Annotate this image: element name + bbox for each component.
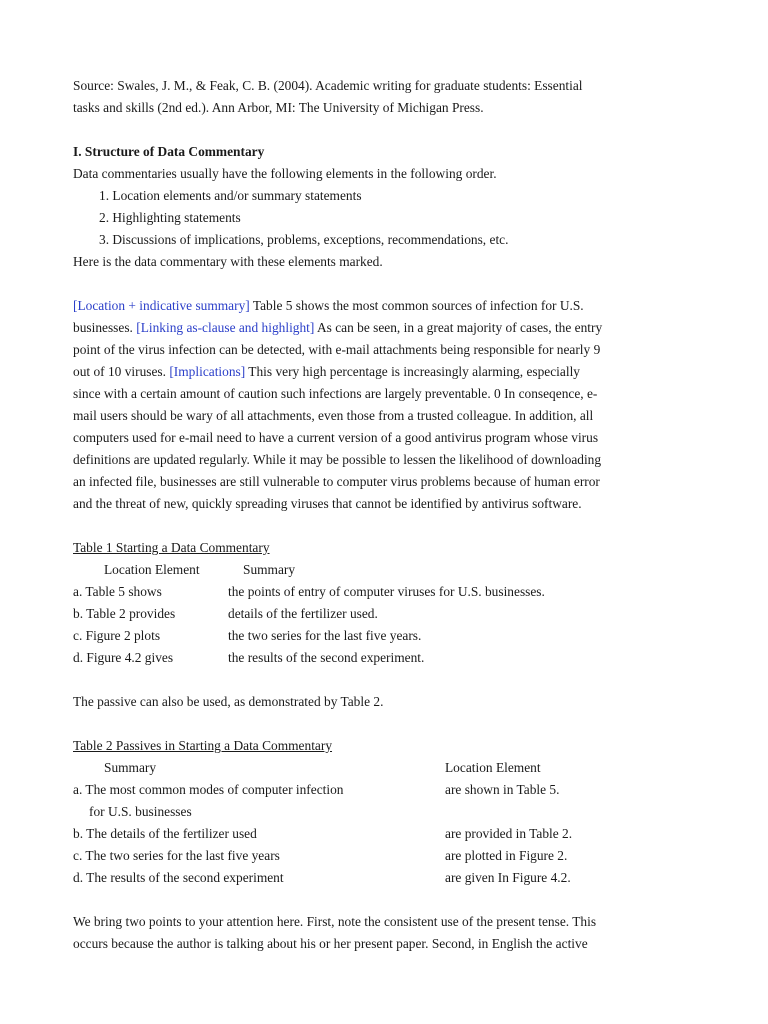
commentary-line: out of 10 viruses. [Implications] This very high percentage is increasingly alarming, especially (73, 364, 580, 379)
table2-header-location: Location Element (445, 760, 541, 775)
table1-title: Table 1 Starting a Data Commentary (73, 540, 270, 555)
table2-header (73, 757, 703, 779)
closing-line: We bring two points to your attention here. First, note the consistent use of the present tense. This (73, 914, 597, 929)
location-tag: [Location + indicative summary] (73, 298, 250, 313)
source-line-1: Source: Swales, J. M., & Feak, C. B. (2004). Academic writing for graduate students: Essential (73, 78, 583, 93)
list-item: 2. Highlighting statements (99, 210, 241, 225)
table-row: c. The two series for the last five years are plotted in Figure 2. (73, 848, 568, 863)
table2-title: Table 2 Passives in Starting a Data Commentary (73, 738, 333, 753)
commentary-line: since with a certain amount of caution such infections are largely preventable. 0 In conseqence, e- (73, 386, 598, 401)
commentary-line: businesses. [Linking as-clause and highlight] As can be seen, in a great majority of cases, the entry (73, 320, 603, 335)
table1-header (73, 559, 703, 581)
section-heading: I. Structure of Data Commentary (73, 144, 265, 159)
passive-note: The passive can also be used, as demonstrated by Table 2. (73, 694, 384, 709)
table-row: d. Figure 4.2 gives the results of the second experiment. (73, 650, 425, 665)
commentary-line: [Location + indicative summary] Table 5 shows the most common sources of infection for U.S. (73, 298, 584, 313)
table1-header-summary: Summary (243, 562, 296, 577)
table-row: b. The details of the fertilizer used are provided in Table 2. (73, 826, 573, 841)
commentary-line: mail users should be wary of all attachments, even those from a trusted colleague. In addition, all (73, 408, 594, 423)
document-page (73, 75, 703, 955)
closing-line: occurs because the author is talking about his or her present paper. Second, in English the active (73, 936, 588, 951)
list-item: 1. Location elements and/or summary statements (99, 188, 362, 203)
table-row: c. Figure 2 plots the two series for the last five years. (73, 628, 422, 643)
commentary-line: point of the virus infection can be detected, with e-mail attachments being responsible for nearly 9 (73, 342, 601, 357)
table1-header-location: Location Element (104, 562, 200, 577)
commentary-line: computers used for e-mail need to have a current version of a good antivirus program whose virus (73, 430, 599, 445)
section-after: Here is the data commentary with these elements marked. (73, 254, 383, 269)
table-row: a. The most common modes of computer infection are shown in Table 5. (73, 782, 560, 797)
list-item: 3. Discussions of implications, problems, exceptions, recommendations, etc. (99, 232, 509, 247)
table2-header-summary: Summary (104, 760, 157, 775)
table-row: d. The results of the second experiment are given In Figure 4.2. (73, 870, 571, 885)
source-line-2: tasks and skills (2nd ed.). Ann Arbor, MI: The University of Michigan Press. (73, 100, 484, 115)
commentary-line: an infected file, businesses are still vulnerable to computer virus problems because of human error (73, 474, 600, 489)
section-intro: Data commentaries usually have the following elements in the following order. (73, 166, 497, 181)
implications-tag: [Implications] (169, 364, 246, 379)
highlight-tag: [Linking as-clause and highlight] (136, 320, 315, 335)
table-row: b. Table 2 provides details of the fertilizer used. (73, 606, 378, 621)
table-row-continuation: for U.S. businesses (89, 804, 192, 819)
table-row: a. Table 5 shows the points of entry of computer viruses for U.S. businesses. (73, 584, 545, 599)
commentary-line: definitions are updated regularly. While it may be possible to lessen the likelihood of downloading (73, 452, 602, 467)
commentary-line: and the threat of new, quickly spreading viruses that cannot be identified by antivirus software. (73, 496, 582, 511)
